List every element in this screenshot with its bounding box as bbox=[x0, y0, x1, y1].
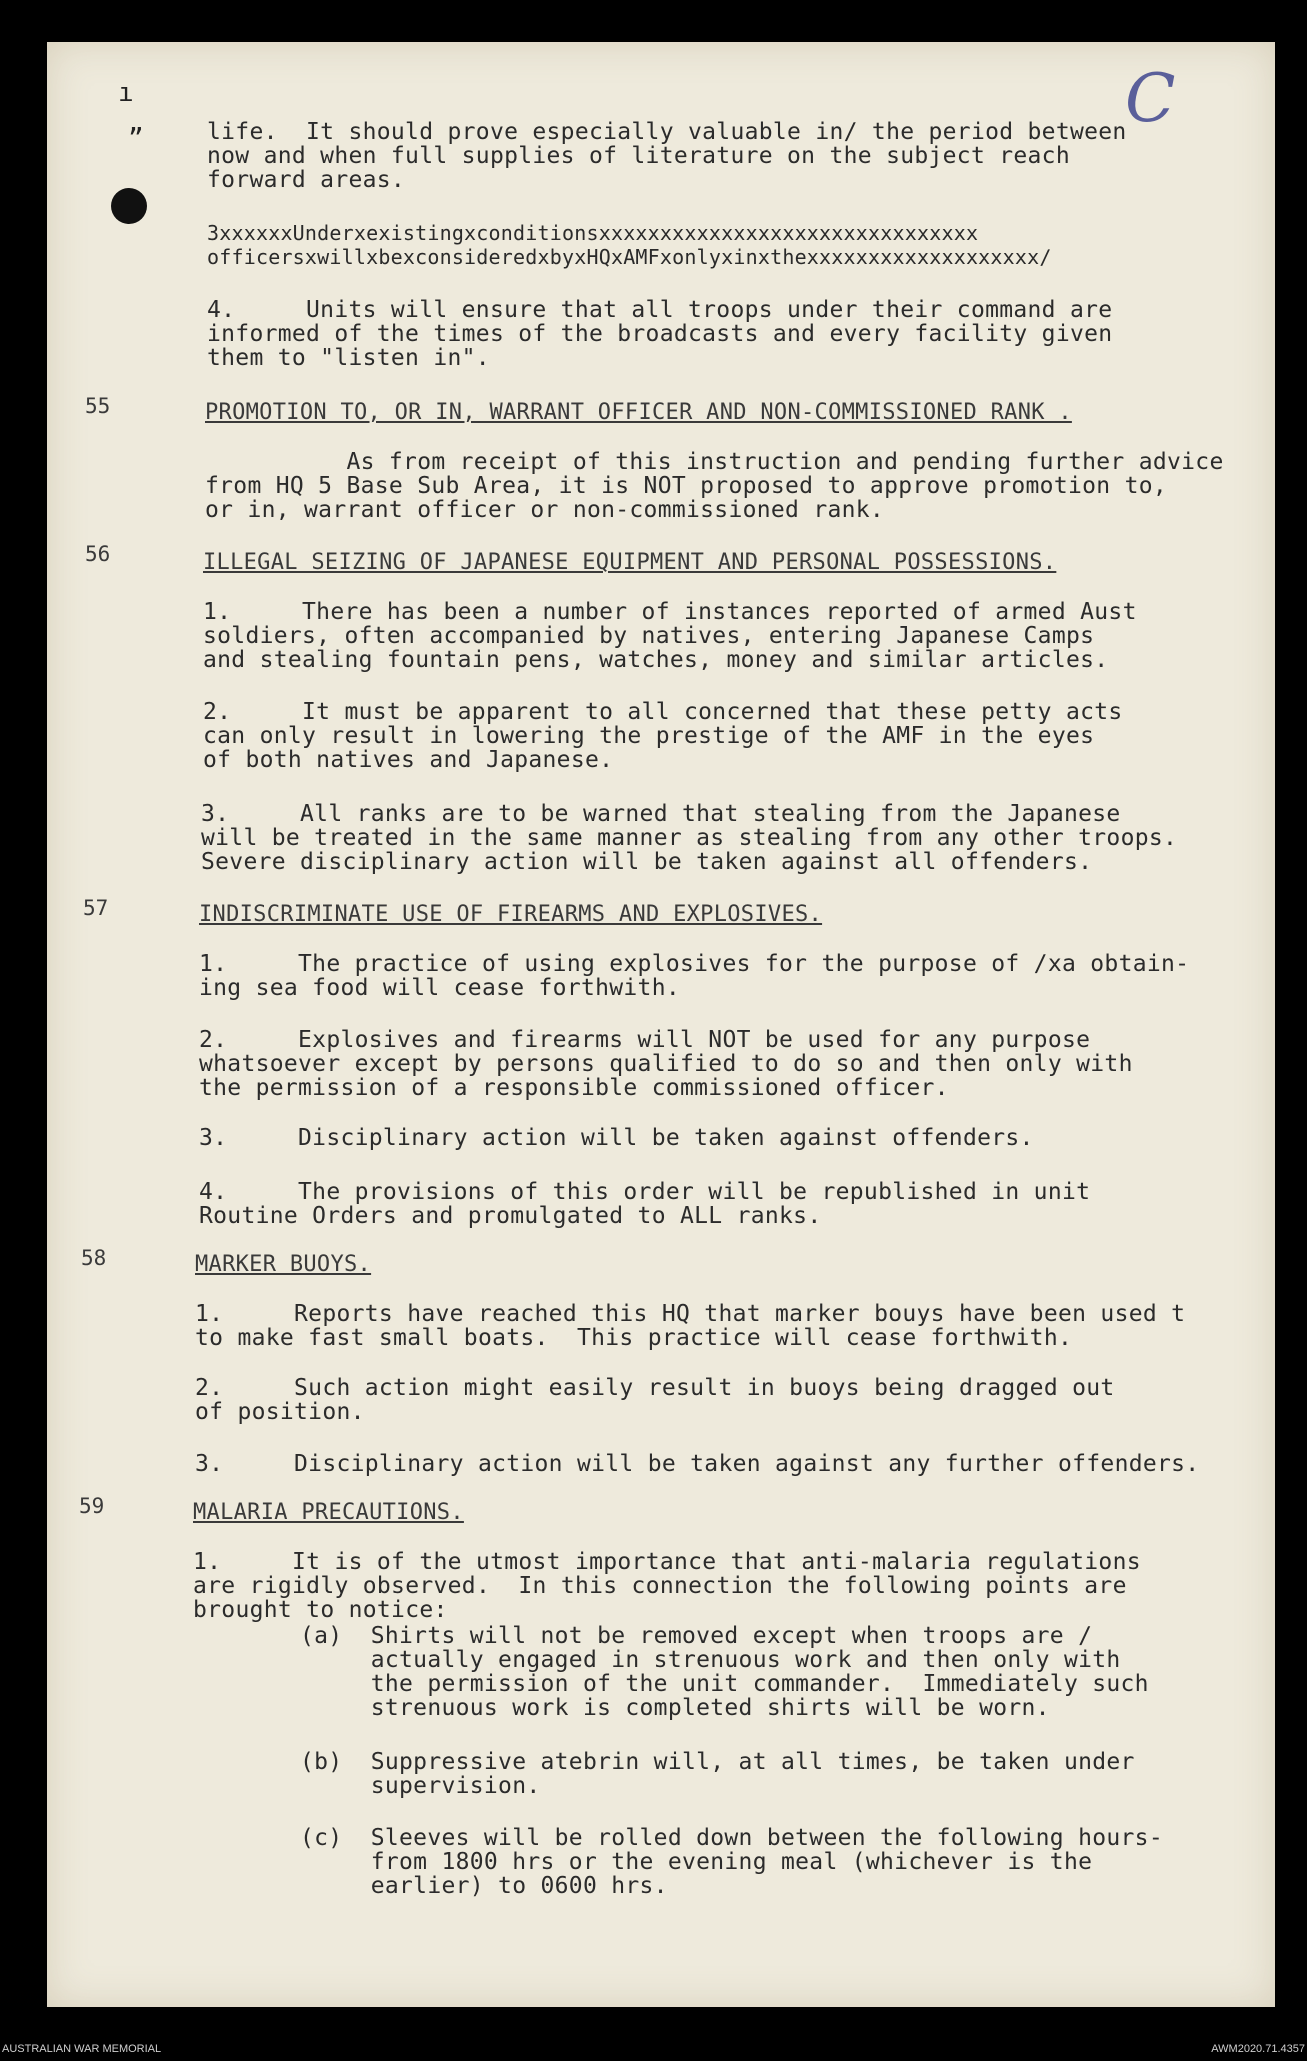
text-line: brought to notice: bbox=[193, 1597, 448, 1623]
punch-hole bbox=[111, 188, 147, 224]
list-item-a-line: actually engaged in strenuous work and then only with bbox=[300, 1647, 1121, 1673]
text-line: whatsoever except by persons qualified to do so and then only with bbox=[199, 1051, 1133, 1077]
text-line: soldiers, often accompanied by natives, entering Japanese Camps bbox=[203, 623, 1095, 649]
text-line: will be treated in the same manner as stealing from any other troops. bbox=[201, 825, 1178, 851]
text-line: them to "listen in". bbox=[207, 345, 490, 371]
list-item-a-line: strenuous work is completed shirts will be worn. bbox=[300, 1695, 1050, 1721]
text-line: of both natives and Japanese. bbox=[203, 747, 614, 773]
section-heading: MALARIA PRECAUTIONS. bbox=[193, 1500, 464, 1525]
list-item-c-line: from 1800 hrs or the evening meal (whichever is the bbox=[300, 1849, 1093, 1875]
struck-line: 3xxxxxxUnderxexistingxconditionsxxxxxxxxxxxxxxxxxxxxxxxxxxxxxxx bbox=[207, 221, 979, 245]
text-line: now and when full supplies of literature on the subject reach bbox=[207, 143, 1070, 169]
section-number: 59 bbox=[79, 1494, 105, 1518]
text-line: Routine Orders and promulgated to ALL ranks. bbox=[199, 1203, 822, 1229]
text-line: 4. Units will ensure that all troops under their command are bbox=[207, 297, 1113, 323]
text-line: life. It should prove especially valuable in∕ the period between bbox=[207, 119, 1127, 145]
text-line: As from receipt of this instruction and pending further advice bbox=[205, 449, 1224, 475]
text-line: 3. Disciplinary action will be taken against offenders. bbox=[199, 1125, 1034, 1151]
section-number: 56 bbox=[85, 542, 111, 566]
list-item-c-line: earlier) to 0600 hrs. bbox=[300, 1873, 668, 1899]
text-line: of position. bbox=[195, 1399, 365, 1425]
list-item-a-line: the permission of the unit commander. Immediately such bbox=[300, 1671, 1149, 1697]
section-heading: INDISCRIMINATE USE OF FIREARMS AND EXPLOSIVES. bbox=[199, 902, 823, 927]
text-line: or in, warrant officer or non-commissioned rank. bbox=[205, 497, 885, 523]
text-line: forward areas. bbox=[207, 167, 406, 193]
list-item-b-line: supervision. bbox=[300, 1773, 541, 1799]
list-item-b-line: (b) Suppressive atebrin will, at all times, be taken under bbox=[300, 1749, 1135, 1775]
text-line: Severe disciplinary action will be taken against all offenders. bbox=[201, 849, 1093, 875]
section-number: 58 bbox=[81, 1246, 107, 1270]
text-line: 1. There has been a number of instances reported of armed Aust bbox=[203, 599, 1137, 625]
text-line: from HQ 5 Base Sub Area, it is NOT proposed to approve promotion to, bbox=[205, 473, 1168, 499]
section-number: 57 bbox=[83, 896, 109, 920]
text-line: are rigidly observed. In this connection the following points are bbox=[193, 1573, 1127, 1599]
text-line: can only result in lowering the prestige of the AMF in the eyes bbox=[203, 723, 1095, 749]
margin-quote-mark: „ bbox=[128, 108, 144, 138]
text-line: 3. Disciplinary action will be taken against any further offenders. bbox=[195, 1451, 1200, 1477]
text-line: 2. It must be apparent to all concerned that these petty acts bbox=[203, 699, 1123, 725]
text-line: 2. Such action might easily result in buoys being dragged out bbox=[195, 1375, 1115, 1401]
section-number: 55 bbox=[85, 394, 111, 418]
text-line: 3. All ranks are to be warned that stealing from the Japanese bbox=[201, 801, 1121, 827]
text-line: informed of the times of the broadcasts and every facility given bbox=[207, 321, 1113, 347]
section-heading: ILLEGAL SEIZING OF JAPANESE EQUIPMENT AND PERSONAL POSSESSIONS. bbox=[203, 550, 1057, 575]
handwritten-corner-letter: C bbox=[1125, 60, 1176, 137]
text-line: 1. Reports have reached this HQ that marker bouys have been used t bbox=[195, 1301, 1186, 1327]
text-line: 2. Explosives and firearms will NOT be used for any purpose bbox=[199, 1027, 1091, 1053]
section-heading: MARKER BUOYS. bbox=[195, 1252, 372, 1277]
text-line: 4. The provisions of this order will be republished in unit bbox=[199, 1179, 1091, 1205]
text-line: the permission of a responsible commissioned officer. bbox=[199, 1075, 949, 1101]
footer-archive-id: AWM2020.71.4357 bbox=[1211, 2043, 1305, 2055]
section-heading: PROMOTION TO, OR IN, WARRANT OFFICER AND NON-COMMISSIONED RANK . bbox=[205, 400, 1072, 425]
text-line: to make fast small boats. This practice will cease forthwith. bbox=[195, 1325, 1073, 1351]
list-item-a-line: (a) Shirts will not be removed except when troops are ∕ bbox=[300, 1623, 1093, 1649]
margin-tick-mark: ı bbox=[118, 78, 134, 108]
text-line: and stealing fountain pens, watches, money and similar articles. bbox=[203, 647, 1109, 673]
text-line: 1. It is of the utmost importance that anti-malaria regulations bbox=[193, 1549, 1141, 1575]
footer-archive-name: AUSTRALIAN WAR MEMORIAL bbox=[2, 2043, 162, 2055]
list-item-c-line: (c) Sleeves will be rolled down between the following hours- bbox=[300, 1825, 1163, 1851]
struck-line: officersxwillxbexconsideredxbyxHQxAMFxonlyxinxthexxxxxxxxxxxxxxxxxxx∕ bbox=[207, 245, 1052, 269]
text-line: 1. The practice of using explosives for the purpose of ∕xa obtain- bbox=[199, 951, 1190, 977]
text-line: ing sea food will cease forthwith. bbox=[199, 975, 681, 1001]
